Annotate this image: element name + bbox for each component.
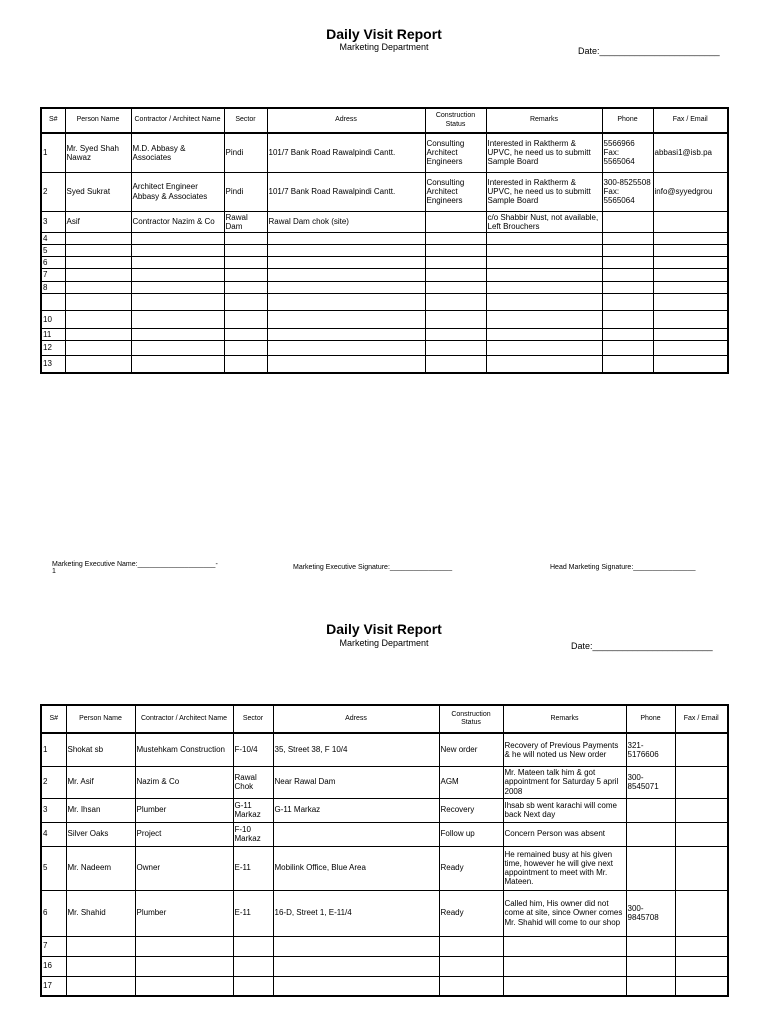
header-sector: Sector <box>233 705 273 733</box>
cell-construction-status[interactable] <box>425 232 486 244</box>
cell-fax-email[interactable] <box>653 245 728 257</box>
cell-serial[interactable]: 3 <box>41 211 65 232</box>
cell-construction-status[interactable] <box>425 269 486 281</box>
cell-phone[interactable]: 300-8545071 <box>626 766 675 798</box>
table-row <box>41 936 728 956</box>
header-remarks: Remarks <box>503 705 626 733</box>
head-marketing-signature-field[interactable]: Head Marketing Signature:________________ <box>550 564 696 571</box>
cell-construction-status[interactable] <box>425 257 486 269</box>
cell-contractor[interactable]: Mustehkam Construction <box>135 733 233 766</box>
cell-fax-email[interactable] <box>653 257 728 269</box>
cell-serial[interactable]: 7 <box>41 936 66 956</box>
cell-remarks[interactable] <box>486 232 602 244</box>
cell-contractor[interactable] <box>131 293 224 310</box>
cell-serial[interactable] <box>41 293 65 310</box>
cell-sector[interactable] <box>224 281 267 293</box>
cell-construction-status[interactable] <box>425 245 486 257</box>
cell-contractor[interactable] <box>131 356 224 373</box>
cell-address[interactable]: Near Rawal Dam <box>273 766 439 798</box>
cell-fax-email[interactable] <box>653 172 728 211</box>
cell-person-name[interactable]: Mr. Shahid <box>66 890 135 936</box>
cell-serial[interactable]: 13 <box>41 356 65 373</box>
report2-title: Daily Visit Report <box>326 621 442 637</box>
cell-phone[interactable] <box>602 310 653 328</box>
cell-phone[interactable] <box>626 798 675 822</box>
table-row <box>41 211 728 232</box>
cell-remarks[interactable]: c/o Shabbir Nust, not available, Left Brouchers <box>486 211 602 232</box>
table-row <box>41 798 728 822</box>
report1-date-field[interactable]: Date:________________________ <box>578 46 720 56</box>
cell-construction-status[interactable]: Consulting Architect Engineers <box>425 133 486 172</box>
cell-phone[interactable] <box>602 245 653 257</box>
report1-visit-table <box>40 107 729 374</box>
cell-serial[interactable]: 12 <box>41 341 65 356</box>
table-row <box>41 733 728 766</box>
cell-sector[interactable]: Rawal Dam <box>224 211 267 232</box>
cell-contractor[interactable]: Contractor Nazim & Co <box>131 211 224 232</box>
cell-construction-status[interactable]: Ready <box>439 846 503 890</box>
cell-remarks[interactable]: Concern Person was absent <box>503 822 626 846</box>
cell-phone[interactable] <box>602 293 653 310</box>
cell-serial[interactable]: 5 <box>41 245 65 257</box>
report1-subtitle: Marketing Department <box>339 42 429 52</box>
cell-person-name[interactable] <box>66 976 135 996</box>
cell-remarks[interactable]: Interested in Raktherm & UPVC, he need us to submitt Sample Board <box>486 133 602 172</box>
cell-construction-status[interactable]: Consulting Architect Engineers <box>425 172 486 211</box>
cell-address[interactable] <box>267 328 425 340</box>
header-phone: Phone <box>602 108 653 133</box>
cell-serial[interactable]: 4 <box>41 232 65 244</box>
cell-phone[interactable]: 321-5176606 <box>626 733 675 766</box>
cell-person-name[interactable]: Mr. Asif <box>66 766 135 798</box>
table-row <box>41 133 728 172</box>
cell-contractor[interactable] <box>131 232 224 244</box>
table-row <box>41 281 728 293</box>
cell-remarks[interactable] <box>486 245 602 257</box>
cell-phone[interactable] <box>602 281 653 293</box>
cell-serial[interactable]: 1 <box>41 733 66 766</box>
cell-address[interactable]: Rawal Dam chok (site) <box>267 211 425 232</box>
cell-sector[interactable] <box>233 976 273 996</box>
cell-address[interactable] <box>267 310 425 328</box>
cell-sector[interactable] <box>224 257 267 269</box>
cell-contractor[interactable] <box>131 269 224 281</box>
cell-construction-status[interactable] <box>425 328 486 340</box>
cell-serial[interactable]: 2 <box>41 766 66 798</box>
cell-fax-email[interactable] <box>653 293 728 310</box>
table-row <box>41 356 728 373</box>
cell-remarks[interactable]: Called him, His owner did not come at site, since Owner comes Mr. Shahid will come to our shop <box>503 890 626 936</box>
cell-person-name[interactable] <box>65 356 131 373</box>
cell-remarks[interactable] <box>503 936 626 956</box>
cell-address[interactable] <box>267 281 425 293</box>
cell-construction-status[interactable]: Ready <box>439 890 503 936</box>
cell-construction-status[interactable] <box>425 211 486 232</box>
cell-address[interactable] <box>267 356 425 373</box>
cell-remarks[interactable]: He remained busy at his given time, however he will give next appointment to meet with Mr. Mateen. <box>503 846 626 890</box>
cell-serial[interactable]: 5 <box>41 846 66 890</box>
cell-sector[interactable] <box>224 293 267 310</box>
cell-sector[interactable]: F-10/4 <box>233 733 273 766</box>
cell-contractor[interactable] <box>131 310 224 328</box>
cell-remarks[interactable] <box>486 257 602 269</box>
cell-address[interactable] <box>267 341 425 356</box>
cell-person-name[interactable] <box>65 281 131 293</box>
header-contractor: Contractor / Architect Name <box>131 108 224 133</box>
cell-phone[interactable] <box>626 846 675 890</box>
cell-sector[interactable] <box>224 341 267 356</box>
cell-sector[interactable] <box>233 956 273 976</box>
cell-fax-email[interactable] <box>675 890 728 936</box>
cell-contractor[interactable] <box>135 976 233 996</box>
cell-remarks[interactable] <box>486 328 602 340</box>
cell-fax-email[interactable] <box>653 232 728 244</box>
cell-phone[interactable]: 300-9845708 <box>626 890 675 936</box>
cell-person-name[interactable] <box>65 310 131 328</box>
cell-person-name[interactable]: Asif <box>65 211 131 232</box>
report2-visit-table <box>40 704 729 997</box>
cell-sector[interactable]: Pindi <box>224 172 267 211</box>
cell-fax-email[interactable] <box>653 341 728 356</box>
report2-header-row <box>41 705 728 733</box>
cell-person-name[interactable]: Silver Oaks <box>66 822 135 846</box>
cell-person-name[interactable] <box>65 257 131 269</box>
cell-person-name[interactable]: Mr. Nadeem <box>66 846 135 890</box>
cell-sector[interactable]: Rawal Chok <box>233 766 273 798</box>
cell-sector[interactable]: E-11 <box>233 890 273 936</box>
table-row <box>41 890 728 936</box>
cell-serial[interactable]: 11 <box>41 328 65 340</box>
cell-construction-status[interactable]: Follow up <box>439 822 503 846</box>
header-construction-status: Construction Status <box>425 108 486 133</box>
table-row <box>41 257 728 269</box>
cell-person-name[interactable] <box>65 232 131 244</box>
cell-serial[interactable]: 6 <box>41 890 66 936</box>
cell-serial[interactable]: 7 <box>41 269 65 281</box>
cell-sector[interactable]: Pindi <box>224 133 267 172</box>
cell-person-name[interactable] <box>65 269 131 281</box>
cell-address[interactable]: Mobilink Office, Blue Area <box>273 846 439 890</box>
cell-person-name[interactable] <box>66 936 135 956</box>
header-person-name: Person Name <box>66 705 135 733</box>
cell-remarks[interactable] <box>486 356 602 373</box>
cell-remarks[interactable]: Ihsab sb went karachi will come back Next day <box>503 798 626 822</box>
header-serial: S# <box>41 705 66 733</box>
header-phone: Phone <box>626 705 675 733</box>
table-row <box>41 766 728 798</box>
cell-address[interactable] <box>273 976 439 996</box>
cell-address[interactable]: 101/7 Bank Road Rawalpindi Cantt. <box>267 133 425 172</box>
cell-construction-status[interactable] <box>439 936 503 956</box>
cell-remarks[interactable]: Interested in Raktherm & UPVC, he need us to submitt Sample Board <box>486 172 602 211</box>
table-row <box>41 976 728 996</box>
cell-serial[interactable]: 1 <box>41 133 65 172</box>
cell-contractor[interactable]: Architect Engineer Abbasy & Associates <box>131 172 224 211</box>
cell-fax-email[interactable] <box>675 956 728 976</box>
cell-sector[interactable] <box>224 328 267 340</box>
report2-date-field[interactable]: Date:________________________ <box>571 641 713 651</box>
cell-phone[interactable] <box>626 956 675 976</box>
cell-contractor[interactable] <box>131 341 224 356</box>
cell-contractor[interactable] <box>131 281 224 293</box>
cell-fax-email[interactable] <box>675 733 728 766</box>
cell-serial[interactable]: 17 <box>41 976 66 996</box>
cell-sector[interactable]: G-11 Markaz <box>233 798 273 822</box>
cell-fax-email[interactable] <box>675 936 728 956</box>
cell-sector[interactable] <box>224 310 267 328</box>
cell-person-name[interactable] <box>65 341 131 356</box>
cell-phone[interactable] <box>602 232 653 244</box>
cell-fax-email[interactable] <box>653 328 728 340</box>
cell-address[interactable]: 101/7 Bank Road Rawalpindi Cantt. <box>267 172 425 211</box>
table-row <box>41 293 728 310</box>
cell-fax-email[interactable] <box>653 133 728 172</box>
cell-construction-status[interactable] <box>425 356 486 373</box>
cell-serial[interactable]: 4 <box>41 822 66 846</box>
header-serial: S# <box>41 108 65 133</box>
cell-phone[interactable] <box>602 269 653 281</box>
cell-fax-email[interactable] <box>653 211 728 232</box>
table-row <box>41 172 728 211</box>
cell-construction-status[interactable] <box>425 341 486 356</box>
cell-address[interactable] <box>267 269 425 281</box>
cell-construction-status[interactable]: Recovery <box>439 798 503 822</box>
cell-person-name[interactable]: Mr. Ihsan <box>66 798 135 822</box>
cell-address[interactable] <box>273 936 439 956</box>
cell-address[interactable] <box>267 245 425 257</box>
header-fax-email: Fax / Email <box>675 705 728 733</box>
cell-phone[interactable] <box>626 976 675 996</box>
cell-fax-email[interactable] <box>653 310 728 328</box>
cell-address[interactable]: 35, Street 38, F 10/4 <box>273 733 439 766</box>
cell-construction-status[interactable] <box>439 976 503 996</box>
table-row <box>41 269 728 281</box>
cell-address[interactable] <box>267 232 425 244</box>
report2-subtitle: Marketing Department <box>339 638 429 648</box>
cell-address[interactable] <box>267 257 425 269</box>
cell-phone[interactable] <box>602 211 653 232</box>
cell-phone[interactable] <box>602 257 653 269</box>
cell-contractor[interactable]: Plumber <box>135 798 233 822</box>
cell-contractor[interactable] <box>131 257 224 269</box>
cell-contractor[interactable] <box>131 328 224 340</box>
cell-person-name[interactable]: Syed Sukrat <box>65 172 131 211</box>
cell-person-name[interactable]: Shokat sb <box>66 733 135 766</box>
cell-construction-status[interactable] <box>425 310 486 328</box>
cell-address[interactable] <box>273 956 439 976</box>
cell-fax-email[interactable] <box>675 976 728 996</box>
table-row <box>41 310 728 328</box>
cell-contractor[interactable] <box>135 956 233 976</box>
cell-phone[interactable]: 5566966 Fax: 5565064 <box>602 133 653 172</box>
header-construction-status: Construction Status <box>439 705 503 733</box>
cell-contractor[interactable]: M.D. Abbasy & Associates <box>131 133 224 172</box>
cell-person-name[interactable] <box>65 293 131 310</box>
cell-contractor[interactable]: Owner <box>135 846 233 890</box>
cell-remarks[interactable] <box>486 310 602 328</box>
cell-address[interactable]: 16-D, Street 1, E-11/4 <box>273 890 439 936</box>
cell-contractor[interactable]: Plumber <box>135 890 233 936</box>
cell-fax-email[interactable] <box>675 846 728 890</box>
cell-contractor[interactable]: Nazim & Co <box>135 766 233 798</box>
cell-remarks[interactable] <box>486 341 602 356</box>
cell-address[interactable] <box>273 822 439 846</box>
cell-remarks[interactable]: Mr. Mateen talk him & got appointment for Saturday 5 april 2008 <box>503 766 626 798</box>
cell-remarks[interactable] <box>486 269 602 281</box>
header-address: Adress <box>267 108 425 133</box>
cell-fax-email[interactable] <box>675 822 728 846</box>
cell-person-name[interactable] <box>65 245 131 257</box>
cell-sector[interactable] <box>224 269 267 281</box>
marketing-executive-name-suffix: 1 <box>52 568 56 575</box>
cell-construction-status[interactable] <box>425 293 486 310</box>
email-link[interactable]: abbasi1@isb.pa <box>654 148 712 158</box>
cell-sector[interactable] <box>224 245 267 257</box>
cell-phone[interactable] <box>602 356 653 373</box>
header-address: Adress <box>273 705 439 733</box>
cell-remarks[interactable] <box>503 976 626 996</box>
cell-person-name[interactable]: Mr. Syed Shah Nawaz <box>65 133 131 172</box>
table-row <box>41 822 728 846</box>
cell-construction-status[interactable] <box>425 281 486 293</box>
report1-header-row <box>41 108 728 133</box>
header-remarks: Remarks <box>486 108 602 133</box>
cell-construction-status[interactable]: New order <box>439 733 503 766</box>
marketing-executive-name-field[interactable]: Marketing Executive Name:____________________- <box>52 561 218 568</box>
cell-construction-status[interactable]: AGM <box>439 766 503 798</box>
cell-phone[interactable] <box>602 341 653 356</box>
cell-sector[interactable]: E-11 <box>233 846 273 890</box>
marketing-executive-signature-field[interactable]: Marketing Executive Signature:________________ <box>293 564 453 571</box>
cell-fax-email[interactable] <box>675 798 728 822</box>
cell-fax-email[interactable] <box>675 766 728 798</box>
header-person-name: Person Name <box>65 108 131 133</box>
cell-contractor[interactable] <box>131 245 224 257</box>
cell-address[interactable] <box>267 293 425 310</box>
cell-remarks[interactable]: Recovery of Previous Payments & he will noted us New order <box>503 733 626 766</box>
cell-person-name[interactable] <box>65 328 131 340</box>
table-row <box>41 956 728 976</box>
cell-construction-status[interactable] <box>439 956 503 976</box>
cell-sector[interactable] <box>233 936 273 956</box>
cell-phone[interactable] <box>626 822 675 846</box>
cell-contractor[interactable] <box>135 936 233 956</box>
cell-address[interactable]: G-11 Markaz <box>273 798 439 822</box>
cell-phone[interactable]: 300-8525508 Fax: 5565064 <box>602 172 653 211</box>
cell-serial[interactable]: 2 <box>41 172 65 211</box>
table-row <box>41 328 728 340</box>
cell-sector[interactable] <box>224 232 267 244</box>
table-row <box>41 341 728 356</box>
table-row <box>41 245 728 257</box>
cell-fax-email[interactable] <box>653 269 728 281</box>
table-row <box>41 232 728 244</box>
cell-phone[interactable] <box>602 328 653 340</box>
cell-contractor[interactable]: Project <box>135 822 233 846</box>
cell-serial[interactable]: 16 <box>41 956 66 976</box>
cell-fax-email[interactable] <box>653 356 728 373</box>
cell-sector[interactable] <box>224 356 267 373</box>
cell-phone[interactable] <box>626 936 675 956</box>
cell-fax-email[interactable] <box>653 281 728 293</box>
cell-person-name[interactable] <box>66 956 135 976</box>
cell-sector[interactable]: F-10 Markaz <box>233 822 273 846</box>
table-row <box>41 846 728 890</box>
header-contractor: Contractor / Architect Name <box>135 705 233 733</box>
email-link[interactable]: info@syyedgrou <box>654 186 713 196</box>
cell-remarks[interactable] <box>486 293 602 310</box>
report1-title: Daily Visit Report <box>326 26 442 42</box>
cell-remarks[interactable] <box>486 281 602 293</box>
header-sector: Sector <box>224 108 267 133</box>
cell-serial[interactable]: 10 <box>41 310 65 328</box>
cell-remarks[interactable] <box>503 956 626 976</box>
cell-serial[interactable]: 6 <box>41 257 65 269</box>
cell-serial[interactable]: 8 <box>41 281 65 293</box>
header-fax-email: Fax / Email <box>653 108 728 133</box>
cell-serial[interactable]: 3 <box>41 798 66 822</box>
